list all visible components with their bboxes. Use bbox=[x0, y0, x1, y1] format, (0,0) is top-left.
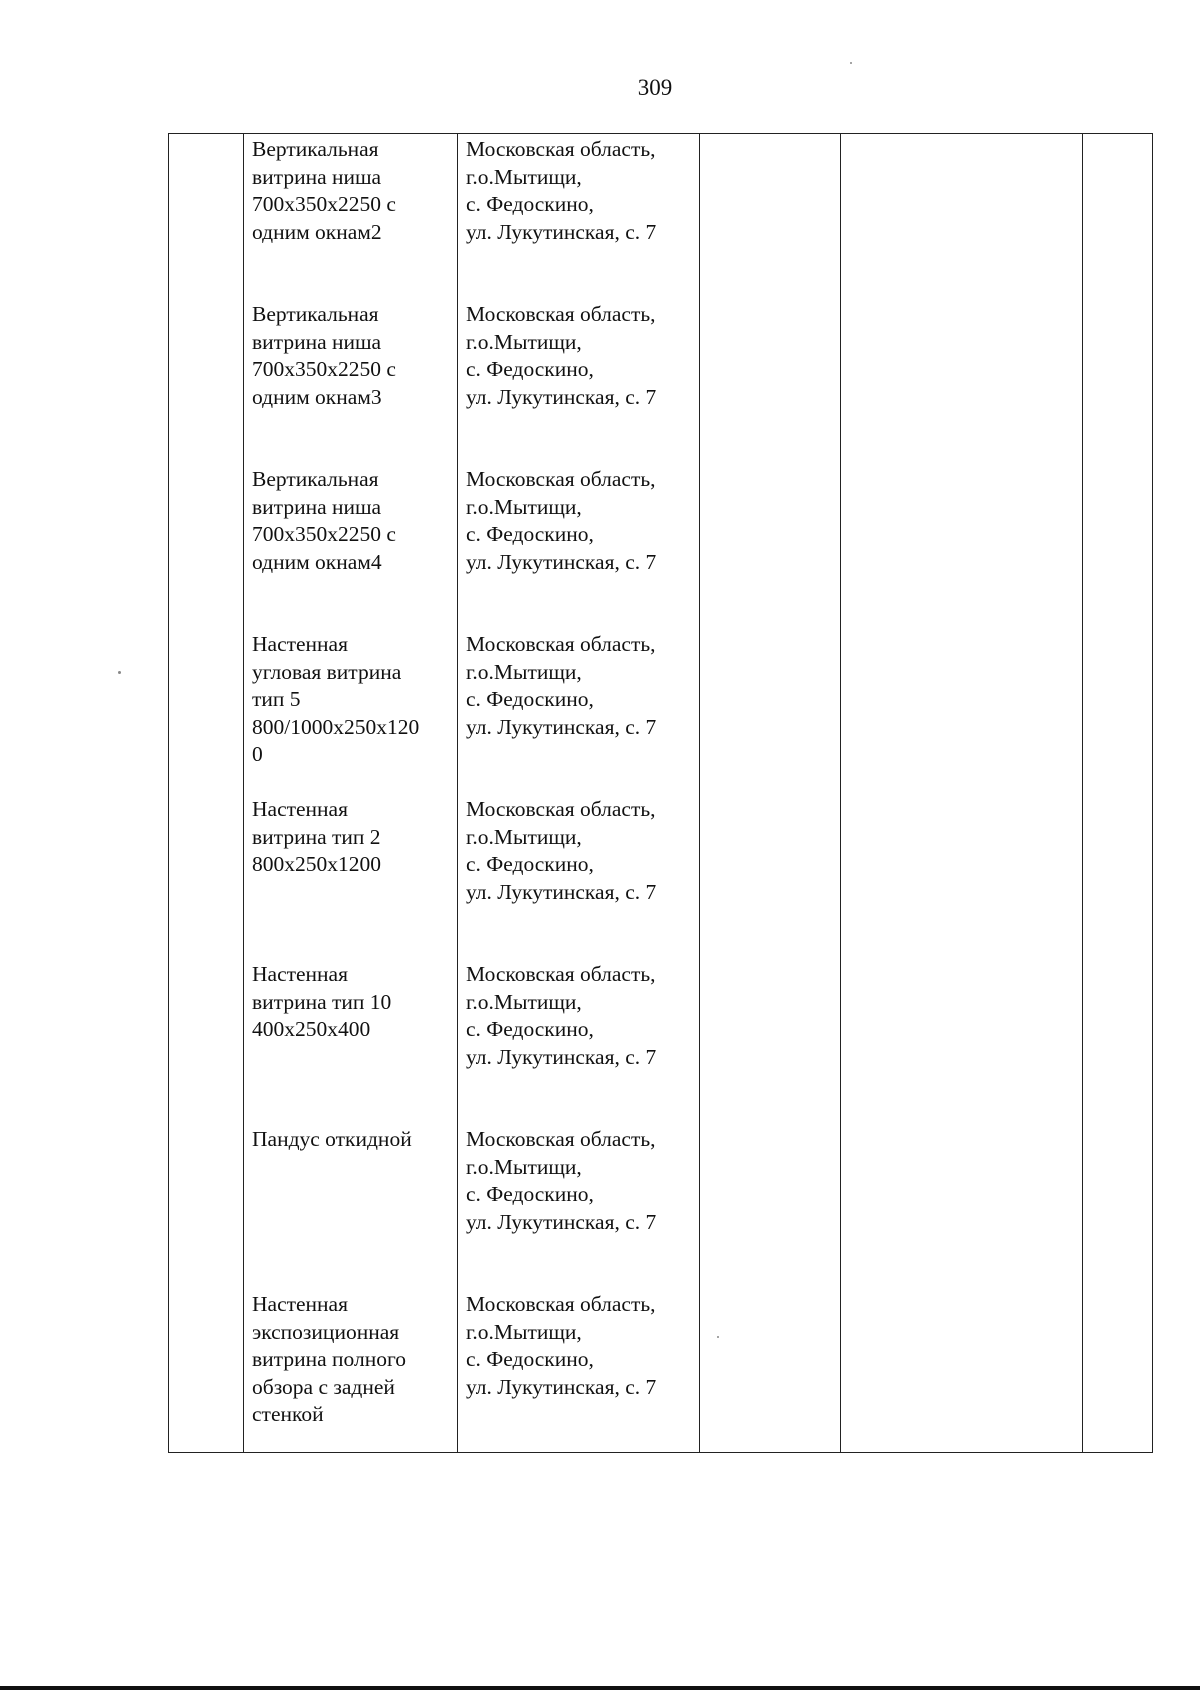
item-address-cell: Московская область, г.о.Мытищи, с. Федоскино, ул. Лукутинская, с. 7 bbox=[466, 467, 657, 574]
table-row bbox=[169, 629, 1152, 794]
item-address-cell: Московская область, г.о.Мытищи, с. Федоскино, ул. Лукутинская, с. 7 bbox=[466, 1127, 657, 1234]
item-address-cell: Московская область, г.о.Мытищи, с. Федоскино, ул. Лукутинская, с. 7 bbox=[466, 302, 657, 409]
table-row bbox=[169, 464, 1152, 629]
item-address-cell: Московская область, г.о.Мытищи, с. Федоскино, ул. Лукутинская, с. 7 bbox=[466, 632, 657, 739]
table-row bbox=[169, 299, 1152, 464]
document-table bbox=[168, 133, 1153, 1453]
scan-speck bbox=[850, 62, 852, 64]
item-address-cell: Московская область, г.о.Мытищи, с. Федоскино, ул. Лукутинская, с. 7 bbox=[466, 1292, 657, 1399]
page-number: 309 bbox=[637, 75, 673, 100]
item-name-cell: Настенная витрина тип 2 800x250x1200 bbox=[252, 797, 381, 876]
item-name-cell: Вертикальная витрина ниша 700x350x2250 с одним окнам4 bbox=[252, 467, 396, 574]
table-row bbox=[169, 134, 1152, 299]
item-address-cell: Московская область, г.о.Мытищи, с. Федоскино, ул. Лукутинская, с. 7 bbox=[466, 962, 657, 1069]
scan-speck bbox=[118, 671, 121, 674]
scan-edge-line bbox=[0, 1686, 1200, 1690]
table-row bbox=[169, 959, 1152, 1124]
item-name-cell: Настенная экспозиционная витрина полного обзора с задней стенкой bbox=[252, 1292, 406, 1426]
item-name-cell: Настенная витрина тип 10 400x250x400 bbox=[252, 962, 392, 1041]
table-row bbox=[169, 1124, 1152, 1289]
scan-speck bbox=[717, 1336, 719, 1338]
item-address-cell: Московская область, г.о.Мытищи, с. Федоскино, ул. Лукутинская, с. 7 bbox=[466, 137, 657, 244]
item-address-cell: Московская область, г.о.Мытищи, с. Федоскино, ул. Лукутинская, с. 7 bbox=[466, 797, 657, 904]
item-name-cell: Вертикальная витрина ниша 700x350x2250 с одним окнам2 bbox=[252, 137, 396, 244]
item-name-cell: Настенная угловая витрина тип 5 800/1000x250x120 0 bbox=[252, 632, 420, 766]
table-row bbox=[169, 794, 1152, 959]
item-name-cell: Пандус откидной bbox=[252, 1127, 412, 1151]
item-name-cell: Вертикальная витрина ниша 700x350x2250 с одним окнам3 bbox=[252, 302, 396, 409]
table-row bbox=[169, 1289, 1152, 1454]
